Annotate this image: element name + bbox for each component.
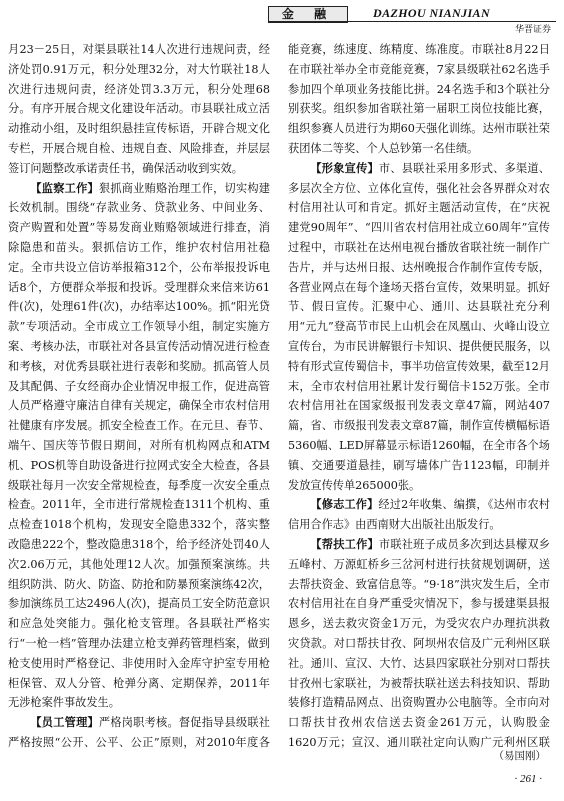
paragraph <box>8 179 270 714</box>
section-label: 金 融 <box>268 6 348 23</box>
header-subtitle: 华晋证券 <box>515 25 552 35</box>
paragraph-text: 月23－25日，对渠县联社14人次进行违规问责，经济处罚0.91万元，积分处理32分，对大竹联社18人次进行违规问责，经济处罚3.3万元，积分处理68分。有序开展合规文化建设年活动。市县联社成立活动推动小组，及时组织悬挂宣传标语，开辟合规文化专栏，开展合规自检、违规自查、风险排查，并层层签订问题整改承诺责任书，确保活动收到实效。 <box>8 43 270 175</box>
section-heading: 【员工管理】 <box>30 715 99 730</box>
paragraph <box>8 713 270 754</box>
author-signature: （易国刚） <box>493 750 546 762</box>
paragraph-text: 能竞赛，练速度、练精度、练准度。市联社8月22日在市联社举办全市竞能竞赛，7家县级联社62名选手参加四个单项业务技能比拼。24名选手和3个联社分别获奖。组织参加省联社第一届职工岗位技能比赛，组织参赛人员进行为期60天强化训练。达州市联社荣获团体二等奖、个人总钞第一名佳绩。 <box>288 43 550 155</box>
section-heading: 【修志工作】 <box>310 497 379 512</box>
page-number: · 261 · <box>514 773 542 785</box>
paragraph-text: 市联社班子成员多次到达县檬双乡五峰村、万源虹桥乡三岔河村进行扶贫规划调研，送去帮扶资金、致富信息等。“9·18”洪灾发生后，全市农村信用社在自身严重受灾情况下，参与援建渠县报恩乡，送去救灾资金1万元，为受灾农户办理抗洪救灾贷款。对口帮扶甘孜、阿坝州农信及广元利州区联社。通川、宣汉、大竹、达县四家联社分别对口帮扶甘孜州七家联社，为被帮扶联社送去科技知识、帮助装修打造精品网点、出资购置办公电脑等。全市向对口帮扶甘孜州农信送去资金261万元，认购股金1620万元；宣汉、通川联社定向认购广元利州区联 <box>288 537 550 749</box>
paragraph <box>288 159 550 496</box>
page-header <box>0 0 564 34</box>
paragraph-text: 市、县联社采用多形式、多渠道、多层次全方位、立体化宣传，强化社会各界群众对农村信用社认可和肯定。抓好主题活动宣传，在“庆祝建党90周年”、“四川省农村信用社成立60周年”宣传过程中，市联社在达州电视台播放省联社统一制作广告片，并与达州日报、达州晚报合作制作宣传专版，各营业网点在每个逢场天搭台宣传，效果明显。抓好节、假日宣传。汇聚中心、通川、达县联社充分利用“元九”登高节市民上山机会在凤凰山、火峰山设立宣传台，为市民讲解银行卡知识、提供便民服务，以特有形式宣传蜀信卡，事半功倍宣传效果，截至12月末，全市农村信用社累计发行蜀信卡152万张。全市农村信用社在国家级报刊发表文章47篇，网站407篇，省、市级报刊发表文章87篇，制作宣传横幅标语5360幅、LED屏幕显示标语1260幅，在全市各个场镇、交通要道悬挂，刷写墙体广告1123幅，印制并发放宣传传单265000张。 <box>288 161 550 492</box>
section-heading: 【帮扶工作】 <box>310 536 379 551</box>
header-rule <box>268 21 556 22</box>
yearbook-title: DAZHOU NIANJIAN <box>373 6 491 20</box>
paragraph-text: 严格岗职考核。督促指导县级联社严格按照“公开、公平、公正”原则，对2010年度各 <box>8 716 270 749</box>
paragraph <box>288 495 550 535</box>
paragraph <box>8 40 270 179</box>
section-heading: 【监察工作】 <box>30 180 99 195</box>
right-column <box>288 40 550 754</box>
section-heading: 【形象宣传】 <box>310 160 379 175</box>
paragraph-text: 狠抓商业贿赂治理工作，切实构建长效机制。围绕“存款业务、贷款业务、中间业务、资产购置和处置”等易发商业贿赂领域进行排查，消除隐患和苗头。狠抓信访工作，维护农村信用社稳定。全市共设立信访举报箱312个，公布举报投诉电话8个，方便群众举报和投诉。受理群众来信来访61件(次)，处理61件(次)，办结率达100%。抓“阳光贷款”专项活动。全市成立工作领导小组，制定实施方案、考核办法，市联社对各县宣传活动情况进行检查和考核，对优秀县联社进行表彰和奖励。抓高管人员及其配偶、子女经商办企业情况申报工作，促进高管人员严格遵守廉洁自律有关规定，确保全市农村信用社健康有序发展。抓安全检查工作。在元旦、春节、端午、国庆等节假日期间，对所有机构网点和ATM机、POS机等自助设备进行拉网式安全大检查，各县级联社每月一次安全常规检查，每季度一次安全重点检查。2011年，全市进行常规检查1311个机构、重点检查1018个机构，发现安全隐患332个，落实整改隐患222个，整改隐患318个，给予经济处罚40人次2.06万元，其他处理12人次。加强预案演练。共组织防洪、防火、防盗、防抢和防暴预案演练42次，参加演练员工达2496人(次)，提高员工安全防范意识和应急处突能力。强化枪支管理。各县联社严格实行“一枪一档”管理办法建立枪支弹药管理档案，做到枪支使用时严格登记、非使用时入金库守护室专用枪柜保管、双人分管、枪弹分离、定期保养，2011年无涉枪案件事故发生。 <box>8 181 270 710</box>
paragraph <box>288 40 550 159</box>
paragraph <box>288 535 550 754</box>
left-column <box>8 40 270 754</box>
paragraph-text: 经过2年收集、编撰，《达州市农村信用合作志》由西南财大出版社出版发行。 <box>288 498 550 532</box>
